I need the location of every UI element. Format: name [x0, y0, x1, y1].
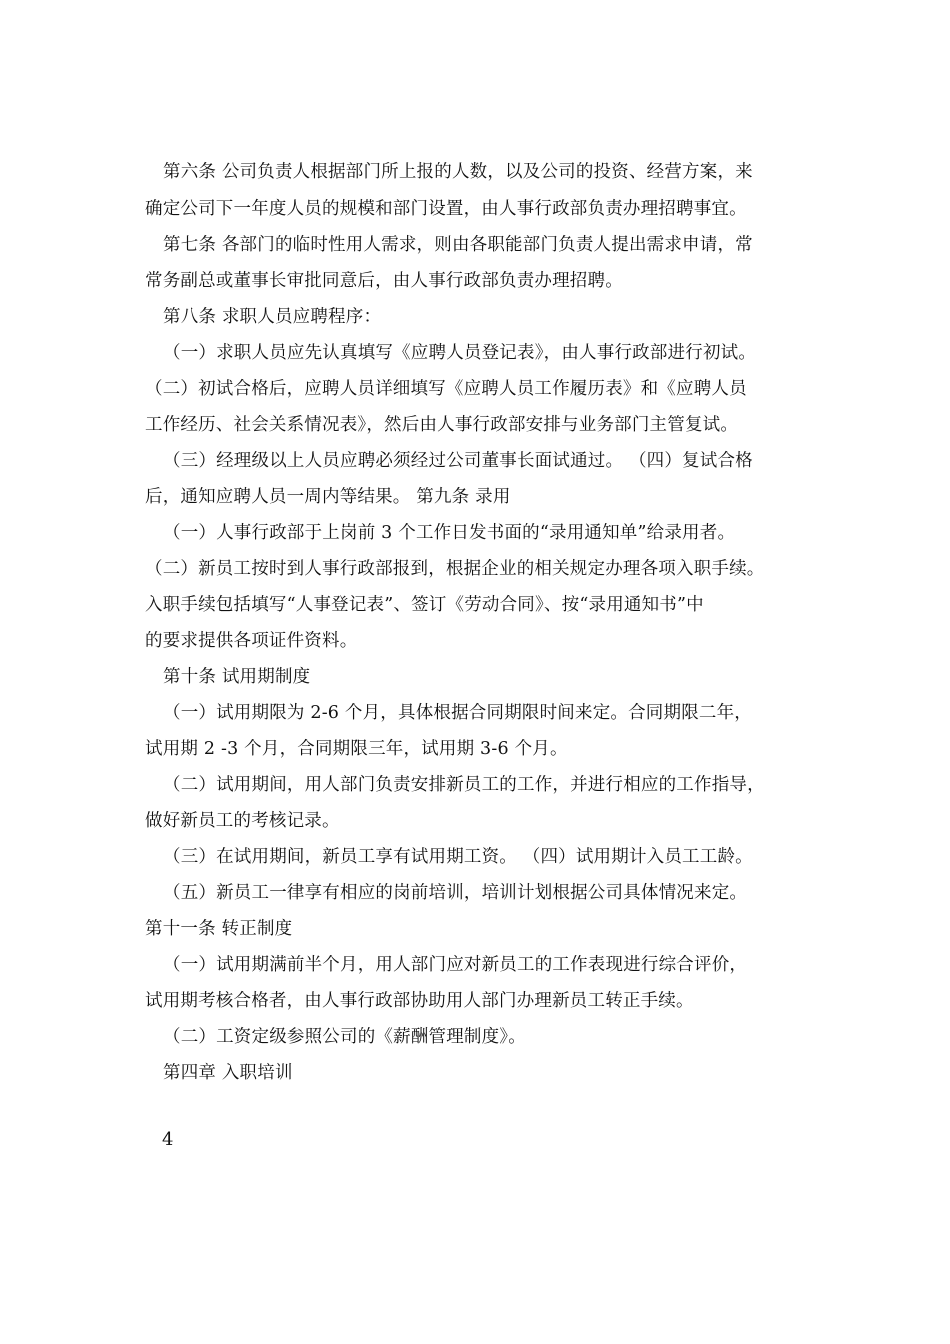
text-line: 后，通知应聘人员一周内等结果。 第九条 录用 — [145, 487, 511, 507]
text-line: 工作经历、社会关系情况表》，然后由人事行政部安排与业务部门主管复试。 — [145, 415, 739, 435]
text-line: 第十条 试用期制度 — [163, 667, 311, 687]
text-line: （二）初试合格后，应聘人员详细填写《应聘人员工作履历表》和《应聘人员 — [145, 379, 747, 399]
text-line: 第十一条 转正制度 — [145, 919, 293, 939]
text-line: （五）新员工一律享有相应的岗前培训，培训计划根据公司具体情况来定。 — [163, 883, 748, 903]
text-line: （二）试用期间，用人部门负责安排新员工的工作，并进行相应的工作指导， — [163, 775, 765, 795]
text-line: （一）试用期限为 2-6 个月，具体根据合同期限时间来定。合同期限二年， — [163, 703, 753, 723]
text-line: 第八条 求职人员应聘程序： — [163, 307, 382, 327]
text-line: （一）求职人员应先认真填写《应聘人员登记表》，由人事行政部进行初试。 — [163, 343, 757, 363]
text-line: （一）人事行政部于上岗前 3 个工作日发书面的“录用通知单”给录用者。 — [163, 523, 736, 543]
text-line: （一）试用期满前半个月，用人部门应对新员工的工作表现进行综合评价， — [163, 955, 748, 975]
text-line: （二）工资定级参照公司的《薪酬管理制度》。 — [163, 1027, 526, 1047]
text-line: 第六条 公司负责人根据部门所上报的人数，以及公司的投资、经营方案，来 — [163, 162, 753, 182]
text-line: （三）经理级以上人员应聘必须经过公司董事长面试通过。 （四）复试合格 — [163, 451, 753, 471]
page-number: 4 — [162, 1129, 174, 1150]
text-line: 确定公司下一年度人员的规模和部门设置，由人事行政部负责办理招聘事宜。 — [145, 199, 747, 219]
text-line: （三）在试用期间，新员工享有试用期工资。 （四）试用期计入员工工龄。 — [163, 847, 753, 867]
text-line: 做好新员工的考核记录。 — [145, 811, 340, 831]
text-line: 试用期 2 -3 个月，合同期限三年，试用期 3-6 个月。 — [145, 739, 568, 759]
section-heading: 第四章 入职培训 — [163, 1063, 293, 1083]
text-line: 常务副总或董事长审批同意后，由人事行政部负责办理招聘。 — [145, 271, 623, 291]
text-line: 试用期考核合格者，由人事行政部协助用人部门办理新员工转正手续。 — [145, 991, 694, 1011]
text-line: （二）新员工按时到人事行政部报到，根据企业的相关规定办理各项入职手续。 — [145, 559, 765, 579]
text-line: 入职手续包括填写“人事登记表”、签订《劳动合同》、按“录用通知书”中 — [145, 595, 704, 615]
text-line: 第七条 各部门的临时性用人需求，则由各职能部门负责人提出需求申请，常 — [163, 235, 753, 255]
text-line: 的要求提供各项证件资料。 — [145, 631, 358, 651]
